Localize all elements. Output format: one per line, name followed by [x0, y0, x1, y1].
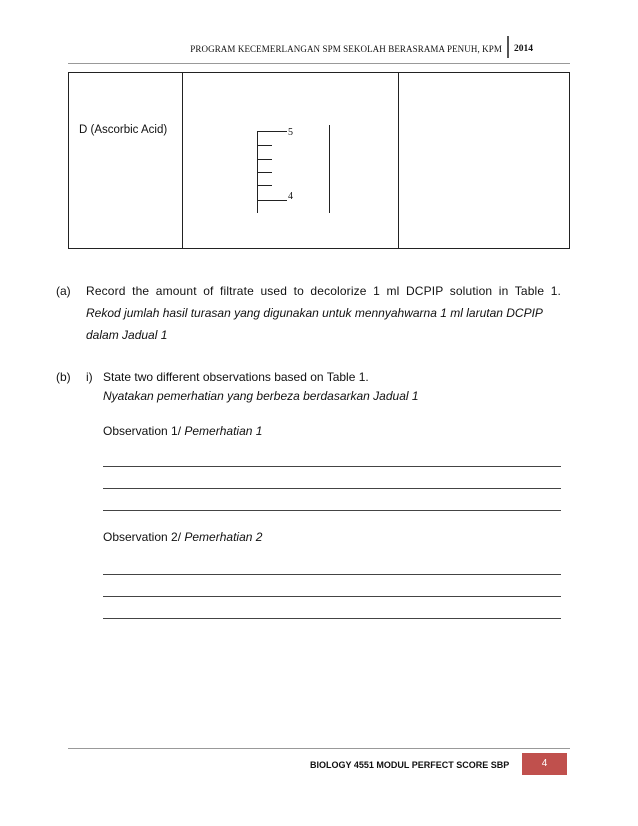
question-a-malay-line2: dalam Jadual 1 [86, 328, 168, 342]
page-number: 4 [522, 753, 567, 775]
header-year: 2014 [514, 44, 533, 54]
results-table-row [68, 72, 570, 249]
observation-2-answer-line[interactable] [103, 574, 561, 575]
scale-tick [258, 145, 272, 146]
observation-2-heading: Observation 2/ Pemerhatian 2 [103, 530, 263, 544]
question-a-english: Record the amount of filtrate used to decolorize 1 ml DCPIP solution in Table 1. [86, 284, 561, 298]
burette-line [329, 125, 330, 213]
header-separator [507, 36, 509, 58]
observation-1-answer-line[interactable] [103, 488, 561, 489]
scale-label-bottom: 4 [288, 191, 293, 202]
table-row-label: D (Ascorbic Acid) [79, 124, 168, 136]
scale-label-top: 5 [288, 127, 293, 138]
question-b-sub-label: i) [86, 370, 93, 384]
observation-1-heading: Observation 1/ Pemerhatian 1 [103, 424, 263, 438]
scale-tick [258, 159, 272, 160]
scale-tick-major [258, 200, 287, 201]
observation-1-answer-line[interactable] [103, 510, 561, 511]
table-column-divider [182, 72, 183, 249]
observation-2-answer-line[interactable] [103, 596, 561, 597]
observation-2-answer-line[interactable] [103, 618, 561, 619]
observation-1-answer-line[interactable] [103, 466, 561, 467]
header-program-title: PROGRAM KECEMERLANGAN SPM SEKOLAH BERASRAMA PENUH, KPM [190, 44, 502, 54]
header-rule [68, 63, 570, 64]
question-b-label: (b) [56, 370, 71, 384]
footer-title: BIOLOGY 4551 MODUL PERFECT SCORE SBP [310, 760, 510, 770]
footer-rule [68, 748, 570, 749]
scale-tick [258, 185, 272, 186]
scale-tick-major [258, 131, 287, 132]
question-b-malay: Nyatakan pemerhatian yang berbeza berdasarkan Jadual 1 [103, 389, 419, 403]
question-a-malay-line1: Rekod jumlah hasil turasan yang digunakan untuk mennyahwarna 1 ml larutan DCPIP [86, 306, 543, 320]
question-b-english: State two different observations based on Table 1. [103, 370, 369, 384]
question-a-label: (a) [56, 284, 71, 298]
scale-tick [258, 172, 272, 173]
table-column-divider [398, 72, 399, 249]
